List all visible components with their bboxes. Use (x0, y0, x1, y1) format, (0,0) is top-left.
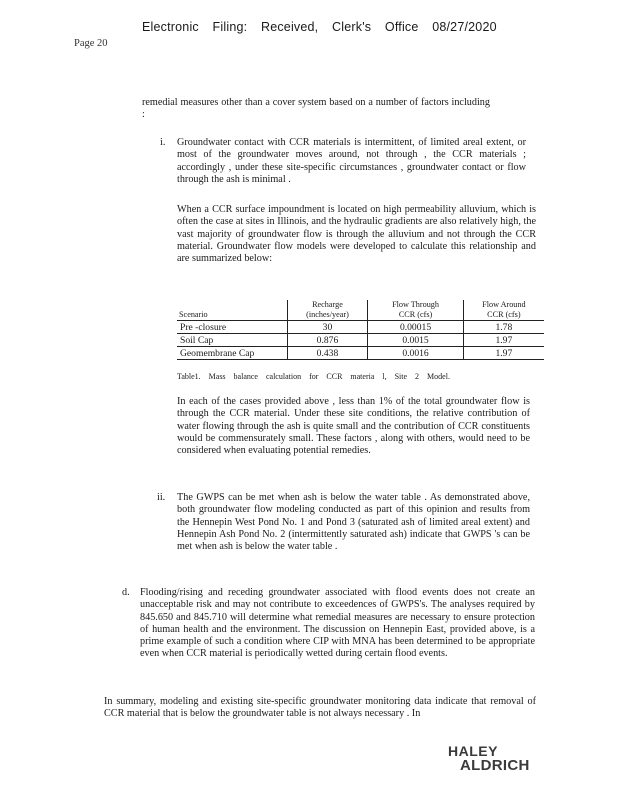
header-flow-through-line1: Flow Through (392, 300, 439, 309)
table-header-row (177, 300, 544, 321)
cell-scenario: Pre -closure (177, 321, 287, 334)
summary-paragraph: In summary, modeling and existing site-specific groundwater monitoring data indicate that removal of CCR material that is below the groundwater table is not always necessary . In (104, 696, 536, 720)
cell-scenario: Soil Cap (177, 334, 287, 347)
cell-recharge: 30 (287, 321, 368, 334)
logo-line-1: HALEY (448, 743, 498, 759)
table-row (177, 321, 544, 334)
cell-recharge: 0.438 (287, 347, 368, 360)
header-flow-around-line1: Flow Around (482, 300, 526, 309)
item-i-paragraph-1: Groundwater contact with CCR materials is intermittent, of limited areal extent, or most of the groundwater moves around, not through , the CCR materials ; accordingly , under these site-specific circumstances , groundwater contact or flow through the ash is minimal . (177, 137, 526, 185)
cell-flow-through: 0.00015 (368, 321, 463, 334)
item-ii-paragraph: The GWPS can be met when ash is below the water table . As demonstrated above, both groundwater flow modeling conducted as part of this opinion and results from the Hennepin West Pond No. 1 and Pond 3 (saturated ash of limited areal extent) and Hennepin Ash Pond No. 2 (intermittently saturated ash) indicate that GWPS 's can be met when ash is below the water table . (177, 492, 530, 553)
logo-line-2: ALDRICH (460, 757, 530, 774)
cell-recharge: 0.876 (287, 334, 368, 347)
list-marker-ii: ii. (157, 492, 166, 503)
table-row (177, 334, 544, 347)
list-marker-d: d. (122, 587, 130, 598)
item-i-paragraph-3: In each of the cases provided above , less than 1% of the total groundwater flow is through the CCR material. Under these site conditions, the relative contribution of water flowing through the ash is quite small and the contribution of CCR constituents would be commensurately small. These factors , along with others, would need to be considered when evaluating potential remedies. (177, 396, 530, 457)
intro-paragraph: remedial measures other than a cover system based on a number of factors including : (142, 97, 490, 121)
cell-flow-through: 0.0015 (368, 334, 463, 347)
header-flow-through (368, 300, 463, 321)
cell-flow-around: 1.78 (463, 321, 544, 334)
header-recharge-line1: Recharge (312, 300, 343, 309)
cell-scenario: Geomembrane Cap (177, 347, 287, 360)
header-flow-around-line2: CCR (cfs) (487, 309, 521, 319)
table-row (177, 347, 544, 360)
header-scenario: Scenario (177, 300, 287, 321)
header-flow-through-line2: CCR (cfs) (398, 309, 433, 319)
header-recharge-line2: (inches/year) (306, 309, 349, 319)
cell-flow-through: 0.0016 (368, 347, 463, 360)
item-d-paragraph: Flooding/rising and receding groundwater associated with flood events does not create an unacceptable risk and may not contribute to exceedences of GWPS's. The analyses required by 845.650 and 845.710 will determine what remedial measures are necessary to ensure protection of human health and the environment. The discussion on Hennepin East, provided above, is a prime example of such a condition where CIP with MNA has been determined to be appropriate even when CCR material is periodically wetted during certain flood events. (140, 587, 535, 660)
cell-flow-around: 1.97 (463, 347, 544, 360)
header-flow-around (463, 300, 544, 321)
filing-stamp: Electronic Filing: Received, Clerk's Office 08/27/2020 (142, 20, 497, 34)
list-marker-i: i. (160, 137, 166, 148)
page-number: Page 20 (74, 38, 108, 49)
table-caption: Table1. Mass balance calculation for CCR materia l, Site 2 Model. (177, 372, 450, 381)
item-i-paragraph-2: When a CCR surface impoundment is located on high permeability alluvium, which is often the case at sites in Illinois, and the hydraulic gradients are also relatively high, the vast majority of groundwater flow is through the alluvium and not through the CCR material. Groundwater flow models were developed to calculate this relationship and are summarized below: (177, 204, 536, 265)
cell-flow-around: 1.97 (463, 334, 544, 347)
haley-aldrich-logo (448, 744, 548, 773)
mass-balance-table (177, 300, 544, 360)
header-recharge (287, 300, 368, 321)
